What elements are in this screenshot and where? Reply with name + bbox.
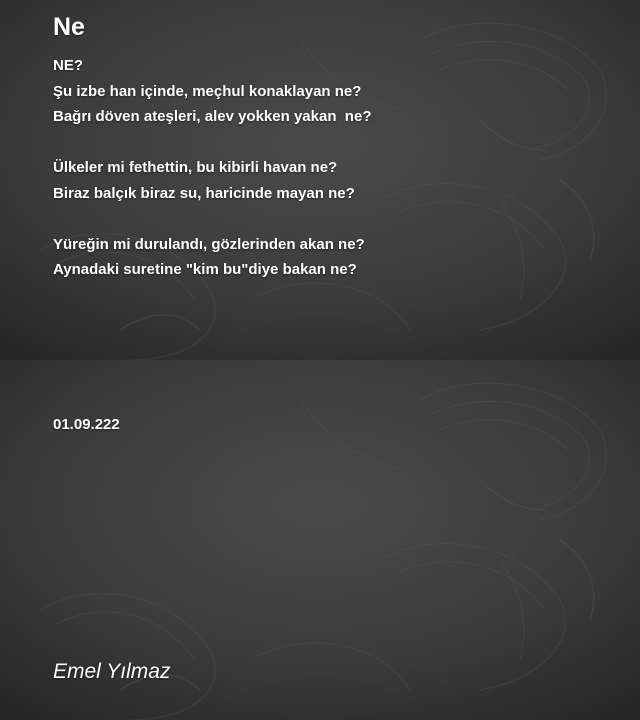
poem-line: Şu izbe han içinde, meçhul konaklayan ne?: [53, 82, 362, 100]
stanza-break: [53, 206, 371, 232]
poem-author: Emel Yılmaz: [53, 660, 171, 683]
poem-line: Yüreğin mi durulandı, gözlerinden akan ne?: [53, 235, 365, 253]
poem-title: Ne: [53, 13, 85, 41]
stanza-break: [53, 130, 371, 156]
poem-body: [53, 53, 371, 283]
poem-line: Aynadaki suretine "kim bu"diye bakan ne?: [53, 261, 357, 278]
poem-line: NE?: [53, 57, 83, 74]
poem-line: Bağrı döven ateşleri, alev yokken yakan ne?: [53, 108, 372, 125]
poem-date: 01.09.222: [53, 416, 120, 433]
poem-line: Biraz balçık biraz su, haricinde mayan ne?: [53, 184, 355, 202]
poem-line: Ülkeler mi fethettin, bu kibirli havan ne?: [53, 159, 338, 176]
